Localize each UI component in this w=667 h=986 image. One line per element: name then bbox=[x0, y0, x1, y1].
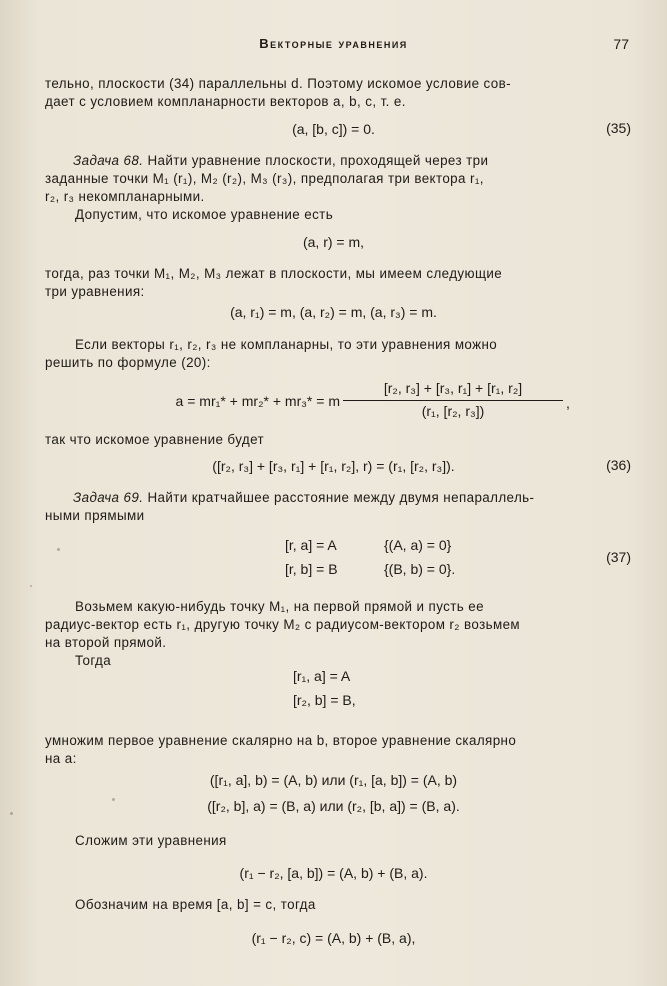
equation-35: (a, [b, c]) = 0. bbox=[292, 121, 375, 137]
text-line: дает с условием компланарности векторов a, b, c, т. е. bbox=[45, 94, 406, 109]
equation-37-cond-a: {(A, a) = 0} bbox=[384, 537, 452, 553]
text-line: решить по формуле (20): bbox=[45, 355, 211, 370]
equation-multiply-2: ([r₂, b], a) = (B, a) или (r₂, [b, a]) = (B, a). bbox=[207, 798, 460, 814]
equation-36: ([r₂, r₃] + [r₃, r₁] + [r₁, r₂], r) = (r₁, [r₂, r₃]). bbox=[212, 458, 455, 474]
text-line: заданные точки M₁ (r₁), M₂ (r₂), M₃ (r₃), предполагая три вектора r₁, bbox=[45, 171, 484, 186]
equation-a-left: a = mr₁* + mr₂* + mr₃* = m bbox=[175, 393, 340, 409]
equation-sum: (r₁ − r₂, [a, b]) = (A, b) + (B, a). bbox=[239, 865, 428, 881]
problem-68-heading bbox=[73, 152, 631, 169]
equation-then-1: [r₁, a] = A bbox=[293, 668, 351, 684]
text-line: Обозначим на время [a, b] = c, тогда bbox=[75, 897, 316, 912]
text-line: Возьмем какую-нибудь точку M₁, на первой прямой и пусть ее bbox=[75, 599, 484, 614]
text-line: Сложим эти уравнения bbox=[75, 833, 227, 848]
text-line: тогда, раз точки M₁, M₂, M₃ лежат в плоскости, мы имеем следующие bbox=[45, 266, 503, 281]
equation-37-cond-b: {(B, b) = 0}. bbox=[384, 561, 456, 577]
paper-speck bbox=[30, 585, 32, 587]
text-line: на второй прямой. bbox=[45, 635, 167, 650]
equation-37-line-b: [r, b] = B bbox=[285, 561, 338, 577]
text-line: Тогда bbox=[75, 653, 112, 668]
problem-69-text: Найти кратчайшее расстояние между двумя непараллель- bbox=[143, 490, 535, 505]
equation-37-line-a: [r, a] = A bbox=[285, 537, 337, 553]
equation-then-2: [r₂, b] = B, bbox=[293, 692, 356, 708]
equation-number-37: (37) bbox=[606, 549, 631, 565]
problem-69-label: Задача 69. bbox=[73, 490, 144, 505]
text-line: Если векторы r₁, r₂, r₃ не компланарны, то эти уравнения можно bbox=[75, 337, 498, 352]
equation-multiply-1: ([r₁, a], b) = (A, b) или (r₁, [a, b]) = (A, b) bbox=[209, 772, 458, 788]
text-line: Допустим, что искомое уравнение есть bbox=[75, 207, 334, 222]
equation-number-35: (35) bbox=[606, 120, 631, 136]
running-head bbox=[0, 36, 667, 56]
fraction-denominator: (r₁, [r₂, r₃]) bbox=[421, 403, 485, 419]
text-line: радиус-вектор есть r₁, другую точку M₂ с радиусом-вектором r₂ возьмем bbox=[45, 617, 521, 632]
problem-68-label: Задача 68. bbox=[73, 153, 144, 168]
text-line: три уравнения: bbox=[45, 284, 145, 299]
equation-plane: (a, r) = m, bbox=[302, 234, 365, 250]
text-line: ными прямыми bbox=[45, 508, 145, 523]
paper-speck bbox=[10, 812, 13, 815]
equation-three-conditions: (a, r₁) = m, (a, r₂) = m, (a, r₃) = m. bbox=[230, 304, 437, 320]
text-line: так что искомое уравнение будет bbox=[45, 432, 264, 447]
fraction-numerator: [r₂, r₃] + [r₃, r₁] + [r₁, r₂] bbox=[383, 380, 523, 396]
paper-speck bbox=[57, 548, 60, 551]
equation-a-comma: , bbox=[566, 395, 570, 411]
equation-last: (r₁ − r₂, c) = (A, b) + (B, a), bbox=[251, 930, 416, 946]
fraction-bar bbox=[343, 400, 563, 401]
problem-68-text: Найти уравнение плоскости, проходящей через три bbox=[143, 153, 489, 168]
text-line: умножим первое уравнение скалярно на b, второе уравнение скалярно bbox=[45, 733, 517, 748]
running-head-title: Векторные уравнения bbox=[259, 36, 408, 51]
text-line: тельно, плоскости (34) параллельны d. Поэтому искомое условие сов- bbox=[45, 76, 512, 91]
paper-speck bbox=[112, 798, 115, 801]
text-line: r₂, r₃ некомпланарными. bbox=[45, 189, 205, 204]
equation-number-36: (36) bbox=[606, 457, 631, 473]
text-line: на a: bbox=[45, 751, 77, 766]
problem-69-heading bbox=[73, 489, 631, 506]
page-number: 77 bbox=[613, 36, 629, 52]
